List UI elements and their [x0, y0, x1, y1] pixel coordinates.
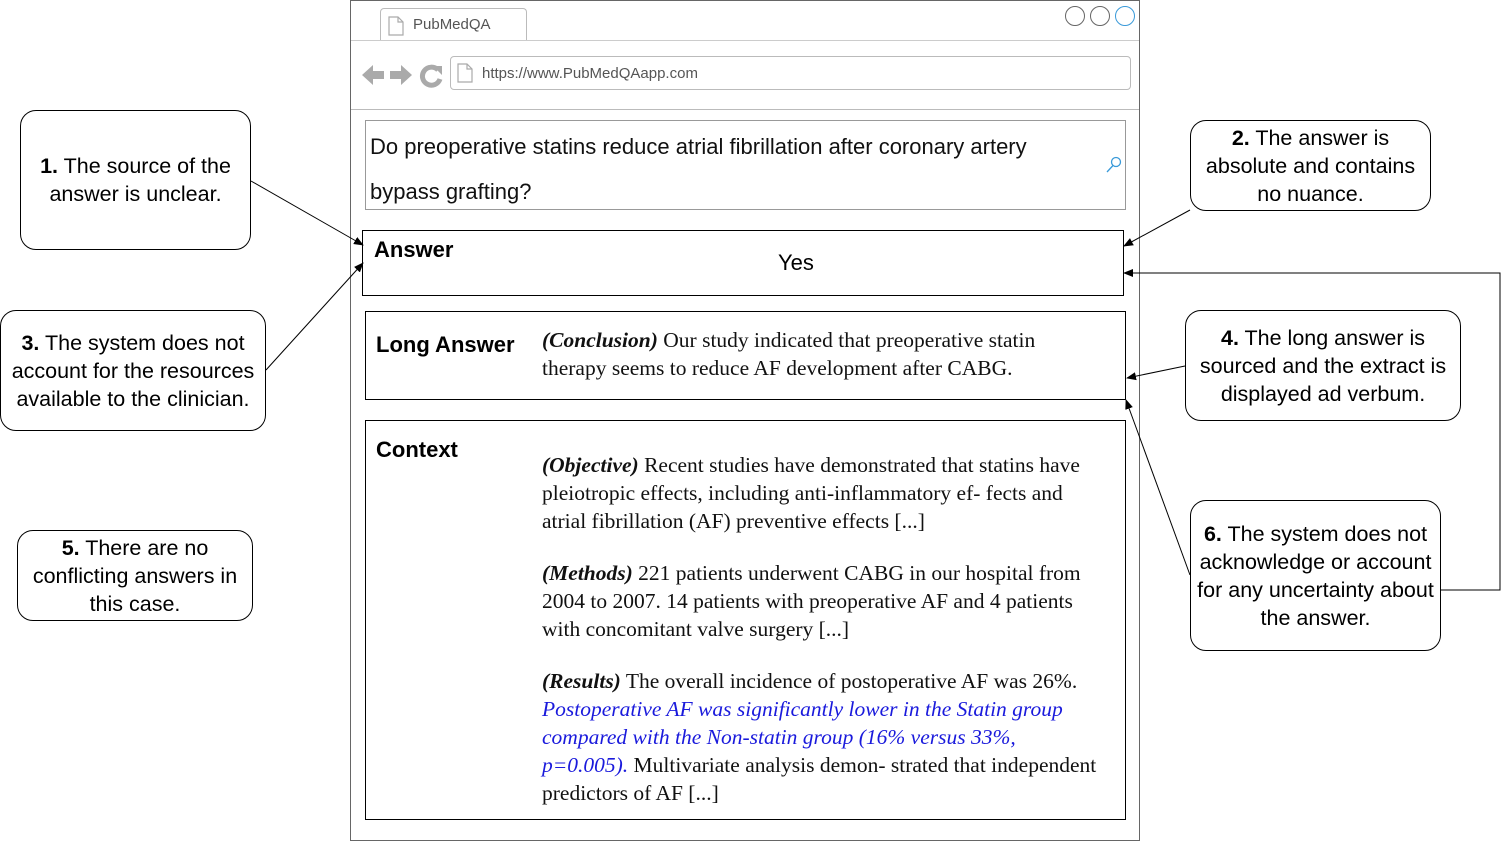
note-3-text: The system does not account for the resources available to the clinician. — [11, 330, 255, 411]
conclusion-body: Our study indicated that preoperative statin therapy seems to reduce AF development after CABG. — [542, 328, 1036, 380]
arrow-note-2 — [1124, 210, 1190, 246]
note-4-number: 4. — [1221, 325, 1239, 350]
note-4-text: The long answer is sourced and the extract is displayed ad verbum. — [1199, 325, 1447, 406]
results-highlight: Postoperative AF was significantly lower in the Statin group compared with the Non-statin group (16% versus 33%, p=0.005). — [542, 697, 1063, 777]
conclusion-tag: (Conclusion) — [542, 328, 658, 352]
note-6-number: 6. — [1203, 521, 1222, 546]
answer-value: Yes — [778, 250, 814, 275]
note-2-number: 2. — [1231, 125, 1250, 150]
results-body-2: Multivariate analysis demon- strated that independent predictors of AF [...] — [542, 753, 1097, 805]
arrow-note-3 — [266, 263, 363, 370]
results-body-1: The overall incidence of postoperative AF was 26%. — [620, 669, 1078, 693]
url-text[interactable]: https://www.PubMedQAapp.com — [482, 65, 698, 82]
results-tag: (Results) — [542, 669, 621, 693]
arrow-note-1 — [251, 181, 363, 245]
arrow-note-4 — [1127, 366, 1185, 378]
note-1-number: 1. — [40, 154, 59, 178]
objective-body: Recent studies have demonstrated that statins have pleiotropic effects, including anti-inflammatory ef- fects and atrial fibrillation (AF) preventive effects [...] — [542, 453, 1080, 533]
note-2-text: The answer is absolute and contains no nuance. — [1205, 125, 1416, 206]
methods-body: 221 patients underwent CABG in our hospital from 2004 to 2007. 14 patients with preoperative AF and 4 patients with concomitant valve surgery [...] — [542, 561, 1081, 641]
search-query[interactable]: Do preoperative statins reduce atrial fibrillation after coronary artery bypass grafting? — [370, 134, 1027, 204]
note-6-text: The system does not acknowledge or account for any uncertainty about the answer. — [1197, 521, 1434, 630]
methods-tag: (Methods) — [542, 561, 633, 585]
objective-tag: (Objective) — [542, 453, 639, 477]
note-5-number: 5. — [61, 535, 80, 560]
tab-title: PubMedQA — [413, 16, 491, 33]
arrow-note-6b — [1124, 273, 1500, 590]
arrow-note-6a — [1126, 400, 1190, 575]
note-1-text: The source of the answer is unclear. — [49, 154, 231, 206]
note-3-number: 3. — [21, 330, 40, 355]
note-5-text: There are no conflicting answers in this case. — [32, 535, 238, 616]
context-label: Context — [376, 437, 458, 462]
long-answer-label: Long Answer — [376, 332, 515, 357]
answer-label: Answer — [374, 237, 454, 262]
